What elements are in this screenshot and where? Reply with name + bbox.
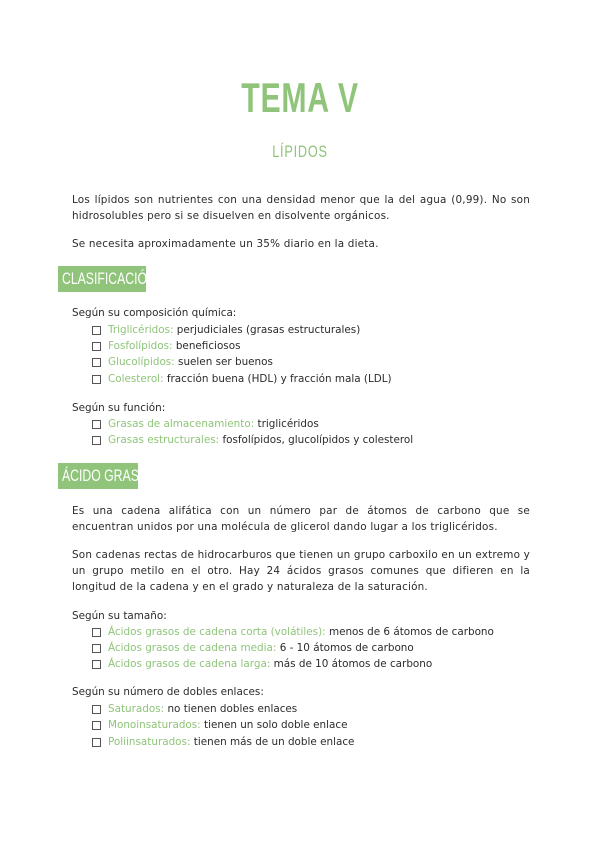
intro-paragraph-1: Los lípidos son nutrientes con una densidad menor que la del agua (0,99). No son hidrosolubles pero si se disuelven en disolvente orgánicos.	[72, 194, 530, 222]
item-term: Monoinsaturados:	[108, 719, 201, 731]
item-description: tienen más de un doble enlace	[193, 736, 355, 748]
group-label-dobles-enlaces: Según su número de dobles enlaces:	[72, 686, 264, 698]
item-description: beneficiosos	[175, 340, 241, 352]
acido-paragraph-1: Es una cadena alifática con un número par de átomos de carbono que se encuentran unidos por una molécula de glicerol dando lugar a los triglicéridos.	[72, 505, 530, 533]
list-item	[92, 355, 273, 369]
item-description: no tienen dobles enlaces	[167, 703, 298, 715]
item-description: menos de 6 átomos de carbono	[328, 626, 494, 638]
checkbox[interactable]	[92, 738, 101, 747]
item-description: tienen un solo doble enlace	[204, 719, 348, 731]
list-item	[92, 702, 297, 716]
item-term: Grasas de almacenamiento:	[108, 418, 255, 430]
item-term: Ácidos grasos de cadena corta (volátiles):	[108, 626, 326, 638]
group-label-composicion: Según su composición química:	[72, 307, 237, 319]
page-title: TEMA V	[241, 74, 359, 121]
list-item	[92, 657, 432, 671]
checkbox[interactable]	[92, 705, 101, 714]
group-label-tamano: Según su tamaño:	[72, 610, 167, 622]
item-term: Grasas estructurales:	[108, 434, 220, 446]
page-subtitle: LÍPIDOS	[272, 142, 328, 161]
checkbox[interactable]	[92, 436, 101, 445]
checkbox[interactable]	[92, 628, 101, 637]
item-term: Ácidos grasos de cadena media:	[108, 642, 277, 654]
list-item	[92, 323, 360, 337]
list-item	[92, 372, 392, 386]
section-heading-label: ÁCIDO GRASO	[62, 466, 149, 485]
section-heading-acido-graso	[58, 463, 149, 489]
item-description: más de 10 átomos de carbono	[273, 658, 433, 670]
item-term: Triglicéridos:	[108, 324, 174, 336]
list-item	[92, 339, 240, 353]
item-description: fracción buena (HDL) y fracción mala (LDL)	[166, 373, 392, 385]
list-item	[92, 735, 354, 749]
item-description: suelen ser buenos	[178, 356, 273, 368]
item-description: perjudiciales (grasas estructurales)	[176, 324, 361, 336]
checkbox[interactable]	[92, 342, 101, 351]
list-item	[92, 718, 347, 732]
list-item	[92, 641, 414, 655]
checkbox[interactable]	[92, 420, 101, 429]
item-term: Fosfolípidos:	[108, 340, 173, 352]
checkbox[interactable]	[92, 375, 101, 384]
checkbox[interactable]	[92, 326, 101, 335]
item-term: Colesterol:	[108, 373, 164, 385]
checkbox[interactable]	[92, 660, 101, 669]
item-description: 6 - 10 átomos de carbono	[279, 642, 414, 654]
checkbox[interactable]	[92, 644, 101, 653]
item-term: Ácidos grasos de cadena larga:	[108, 658, 271, 670]
list-item	[92, 433, 413, 447]
checkbox[interactable]	[92, 721, 101, 730]
item-description: triglicéridos	[257, 418, 319, 430]
section-heading-label: CLASIFICACIÓN	[62, 269, 156, 288]
list-item	[92, 417, 319, 431]
item-description: fosfolípidos, glucolípidos y colesterol	[222, 434, 414, 446]
group-label-funcion: Según su función:	[72, 402, 166, 414]
section-heading-clasificacion	[58, 266, 156, 292]
checkbox[interactable]	[92, 358, 101, 367]
intro-paragraph-2: Se necesita aproximadamente un 35% diario en la dieta.	[72, 238, 379, 250]
acido-paragraph-2: Son cadenas rectas de hidrocarburos que tienen un grupo carboxilo en un extremo y un grupo metilo en el otro. Hay 24 ácidos grasos comunes que difieren en la longitud de la cadena y en el grado y naturaleza de la saturación.	[72, 549, 530, 593]
list-item	[92, 625, 494, 639]
item-term: Glucolípidos:	[108, 356, 175, 368]
item-term: Saturados:	[108, 703, 165, 715]
item-term: Poliinsaturados:	[108, 736, 191, 748]
